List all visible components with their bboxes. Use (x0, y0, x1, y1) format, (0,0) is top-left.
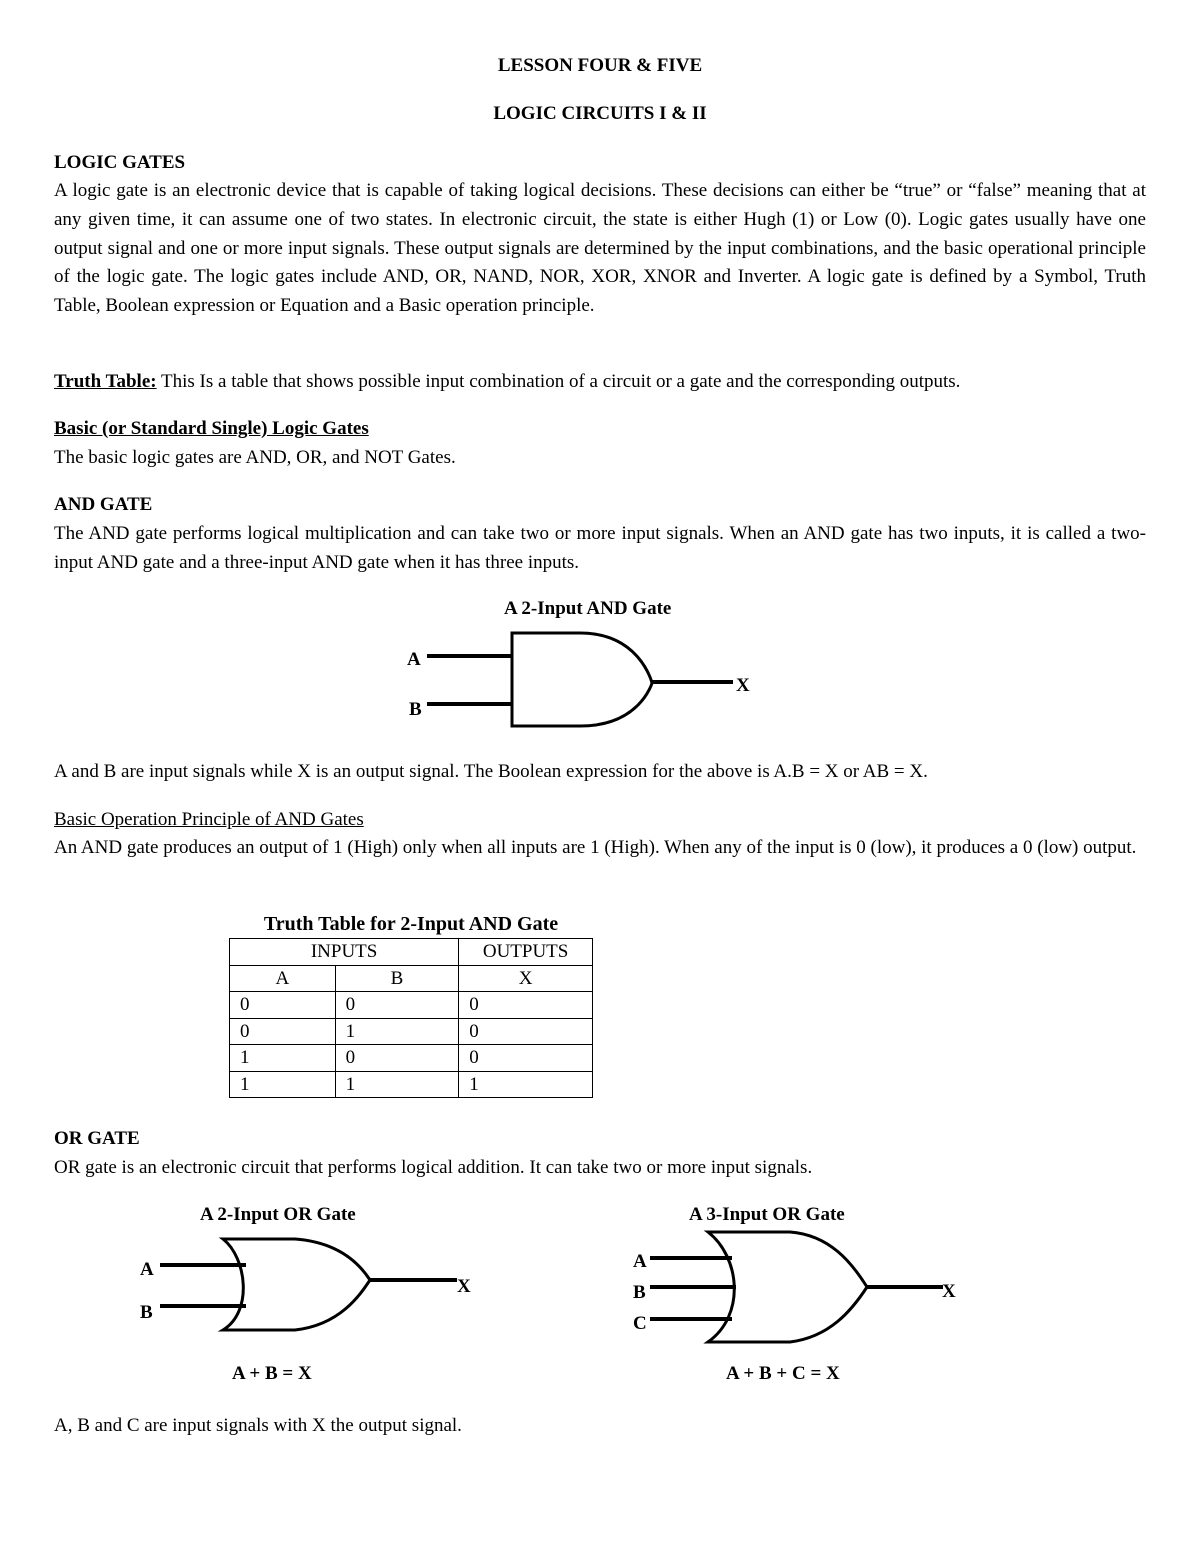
and-principle-paragraph: An AND gate produces an output of 1 (High) only when all inputs are 1 (High). When any of the input is 0 (low), it produces a 0 (low) output. (54, 837, 1137, 858)
logic-gates-heading: LOGIC GATES (54, 152, 186, 173)
table-group-row (230, 939, 593, 966)
or3-input-b-label: B (633, 1282, 646, 1303)
table-cell: 0 (335, 1045, 459, 1072)
or2-gate-diagram (135, 1230, 480, 1340)
table-cell: 1 (335, 1018, 459, 1045)
truth-table-definition (54, 368, 1146, 397)
and-gate-paragraph: The AND gate performs logical multiplication and can take two or more input signals. When an AND gate has two inputs, it is called a two-input AND gate and a three-input AND gate when it has three inputs. (54, 523, 1146, 573)
or3-figure-title: A 3-Input OR Gate (689, 1204, 845, 1225)
or3-input-c-label: C (633, 1313, 647, 1334)
table-cell: 0 (230, 992, 336, 1019)
column-header-x: X (459, 965, 593, 992)
column-header-b: B (335, 965, 459, 992)
table-cell: 1 (230, 1071, 336, 1098)
table-cell: 1 (459, 1071, 593, 1098)
truth-table-term: Truth Table: (54, 371, 157, 392)
and-principle-heading: Basic Operation Principle of AND Gates (54, 809, 364, 830)
table-row (230, 1018, 593, 1045)
or2-input-a-label: A (140, 1259, 154, 1280)
logic-gates-paragraph: A logic gate is an electronic device that is capable of taking logical decisions. These decisions can either be “true” or “false” meaning that at any given time, it can assume one of two states. In electronic circuit, the state is either Hugh (1) or Low (0). Logic gates usually have one output signal and one or more input signals. These output signals are determined by the input combinations, and the basic operational principle of the logic gate. The logic gates include AND, OR, NAND, NOR, XOR, XNOR and Inverter. A logic gate is defined by a Symbol, Truth Table, Boolean expression or Equation and a Basic operation principle. (54, 180, 1146, 317)
and-output-label: X (736, 675, 750, 696)
or2-expression: A + B = X (232, 1363, 312, 1384)
table-cell: 0 (459, 992, 593, 1019)
or2-output-label: X (457, 1276, 471, 1297)
or-gate-heading: OR GATE (54, 1128, 140, 1149)
table-row (230, 1071, 593, 1098)
or2-figure-title: A 2-Input OR Gate (200, 1204, 356, 1225)
or3-output-label: X (942, 1281, 956, 1302)
and-input-a-label: A (407, 649, 421, 670)
and-truth-table (229, 938, 593, 1098)
column-header-a: A (230, 965, 336, 992)
or3-expression: A + B + C = X (726, 1363, 840, 1384)
table-row (230, 992, 593, 1019)
lesson-subtitle: LOGIC CIRCUITS I & II (493, 103, 707, 124)
or2-gate-body (223, 1239, 370, 1330)
and-gate-figure-title: A 2-Input AND Gate (504, 598, 672, 619)
table-row (230, 1045, 593, 1072)
and-input-b-label: B (409, 699, 422, 720)
and-truth-table-title: Truth Table for 2-Input AND Gate (263, 913, 559, 935)
table-cell: 0 (459, 1045, 593, 1072)
or2-input-b-label: B (140, 1302, 153, 1323)
table-cell: 1 (230, 1045, 336, 1072)
and-gate-body (512, 633, 652, 726)
or3-gate-diagram (630, 1225, 970, 1350)
and-gate-heading: AND GATE (54, 494, 153, 515)
or-gate-caption: A, B and C are input signals with X the output signal. (54, 1415, 462, 1436)
and-gate-caption: A and B are input signals while X is an output signal. The Boolean expression for the above is A.B = X or AB = X. (54, 761, 928, 782)
or3-input-a-label: A (633, 1251, 647, 1272)
inputs-group-header: INPUTS (230, 939, 459, 966)
table-header-row (230, 965, 593, 992)
truth-table-definition-text: This Is a table that shows possible input combination of a circuit or a gate and the corresponding outputs. (156, 371, 961, 392)
table-cell: 0 (459, 1018, 593, 1045)
basic-gates-heading: Basic (or Standard Single) Logic Gates (54, 418, 369, 439)
or-gate-paragraph: OR gate is an electronic circuit that performs logical addition. It can take two or more input signals. (54, 1157, 813, 1178)
outputs-group-header: OUTPUTS (459, 939, 593, 966)
table-cell: 1 (335, 1071, 459, 1098)
and-gate-diagram (395, 625, 765, 740)
table-cell: 0 (230, 1018, 336, 1045)
table-cell: 0 (335, 992, 459, 1019)
basic-gates-paragraph: The basic logic gates are AND, OR, and NOT Gates. (54, 447, 456, 468)
lesson-title: LESSON FOUR & FIVE (497, 55, 703, 76)
